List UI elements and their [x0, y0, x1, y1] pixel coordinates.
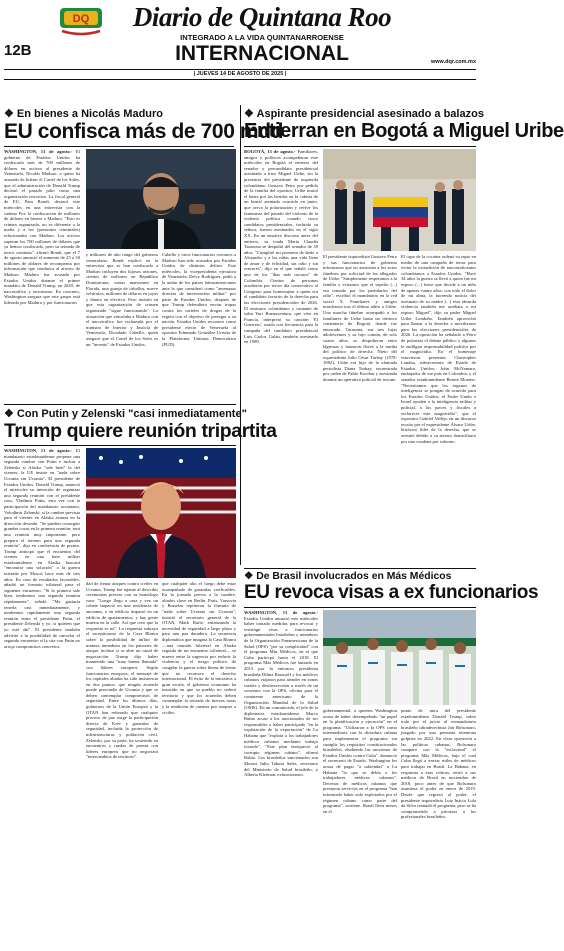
article-body-col1: WASHINGTON, 13 de agosto.- Estados Unidos anunció este miércoles haber tomado medidas para revocar y restringir visas a funcionarios gubernamentales brasileños y miembros de la Organización Panamericana de la Salud (OPS) "por su complicidad" con el programa Más Médicos, en el que Cuba participó hasta el 2018. El programa Más Médicos fue lanzado en 2013 por la entonces presidenta brasileña Dilma Rousseff y los médicos cubanos viajaron para atender en zonas rurales y desfavorecidas a través de un convenio con la OPS, oficina para el continente americano de la Organización Mundial de la Salud (OMS). En un comunicado, el jefe de la diplomacia estadounidense Marco Rubio acusó a los sancionados de ser responsables o haber participado "en la explotación de la exportación" de La Habana que "explota a los trabajadores médicos cubanos mediante trabajo forzado". "Este plan enriqueció al corrupto régimen cubano", afirmó Rubio. Los brasileños sancionados son Mozart Julio Tabosa Sales, secretario del Ministerio de Salud brasileño, y Alberto Kleiman, exfuncionario. [244, 610, 318, 778]
headline-underline [4, 146, 234, 147]
section-divider [4, 404, 236, 405]
article-body-col3: El capo de la cocaína ordenó su rapto en medio de una campaña de terror para evitar la extradición de narcotraficantes colombianos a Estados Unidos. "Hace 34 años la guerra se llevó a quien fue mi esposo (...) fuese que decide a un niño de apenas cuatro años, con todo el dolor de mi alma, la horrenda noticia del asesinato de su madre (...) esta absurda violencia también me arrebata a mi esposo Miguel", dijo su padre Miguel Uribe Londoño. También aprovechó para llamar a la derecha a movilizarse para las elecciones presidenciales de 2026. La oposición ha señalado a Petro de polarizar el debate público y algunos le endilgan responsabilidad política por el magnicidio. En el homenaje estuvieron presentes Christopher Landau, subsecretario de Estado de Estados Unidos; John McNamara, embajador de ese país en Colombia; y el senador estadounidense Bernie Moreno. "Necesitamos que los órganos de inteligencia se pongan de acuerdo para los Estados Unidos; el Poder Unido e Israel ayuden a la inteligencia militar y policial, a los jueces y fiscales a esclarecer este magnicidio", que el expositor Gabriel Vallejo en un discurso escrito por el expresidente Álvaro Uribe, histórico líder de la derecha, que se asesinó debido a su arresto domiciliario por una condena por soborno. [401, 254, 477, 444]
website-url[interactable]: www.dqr.com.mx [430, 59, 476, 65]
article-body-col1: WASHINGTON, 13 de agosto.- El mandatario estadounidense propone una segunda cumbre con Putin e incluir a Zelenski si Alaska "sale bien" la del viernes; la UE insiste en "nada sobre Ucrania sin Ucrania". El presidente de Estados Unidos, Donald Trump, anunció el miércoles su intención de organizar una segunda reunión con el presidente ruso, Vladímir Putin, esta vez con la participación del mandatario ucraniano, Volodímir Zelenski, si la cumbre prevista para el viernes en Alaska avanza en la dirección deseada. "Se pueden conseguir grandes cosas en la primera reunión; será una reunión muy importante, pero prepara el terreno para una segunda reunión", dijo en conferencia de prensa. Trump anticipó que el encuentro del viernes en una base militar estadounidense en Alaska buscará "encontrar una solución" a la guerra iniciada por Moscú hace más de tres años. En caso de resultados favorables, añadió un formato trilateral para el siguiente encuentro. "Si la primera sale bien, tendremos una segunda reunión rápidamente", señaló. "Me gustaría tenerla casi inmediatamente, y tendremos rápidamente una segunda reunión entre el presidente Putin, el presidente Zelenski y yo, si quieren que yo esté ahí". El presidente también advirtió a la posibilidad de cancelar el segundo encuentro si la cita con Putin no arroja compromisos concretos. [4, 448, 80, 649]
article-body-col3: Cabello y otros funcionarios cercanos a Maduro han sido acusados por Estados Unidos de distintos delitos. Este miércoles, la vicepresidenta ejecutiva de Venezuela, Delcy Rodríguez, pidió a la unión de los países latinoamericanos ante lo que consideró como "amenazas directas de intervención militar" por parte de Estados Unidos, después de que Trump defendiera enviar tropas contra los carteles de drogas de la región con el objetivo de proteger a su nación. Estados Unidos reconoce como presidente electo de Venezuela al opositor Edmundo González Urrutia de la Plataforma Unitaria Democrática (PUD). [162, 252, 236, 347]
article-headline[interactable]: EU revoca visas a ex funcionarios [244, 582, 539, 603]
article-body-col1: WASHINGTON, 13 de agosto.- El gobierno de Estados Unidos ha confiscado más de 700 millones de dólares en activos al presidente de Venezuela, Nicolás Maduro, a quien ha acusado de liderar el Cartel de los Soles, que el administración de Donald Trump declaró el pasado julio como una organización terrorista. La fiscal general de EU, Pam Bondi, destacó este miércoles en una entrevista con la cadena Fox la confiscación de millones de dólares en bienes a Maduro. "Esto es crimen organizado, no es diferente a la mafia y a los (presuntos criminales) relacionados con Maduro. Los activos superan los 700 millones de dólares que ya hemos confiscado, pero su reinado de terror continúa", afirmó Bondi, que el 7 de agosto anunció el aumento de 25 a 50 millones de dólares de recompensa por información que conduzca al arresto de Maduro. Maduro fue acusado por Estados Unidos durante el primer mandato de Donald Trump, en 2020, de narcotráfico y terrorismo. En concreto, Washington asegura que este grupo está liderado por Maduro y por funcionarios [4, 149, 80, 306]
maduro-photo-icon [86, 149, 236, 249]
article-kicker: ❖ Aspirante presidencial asesinado a balazos [244, 108, 484, 120]
issue-date: | JUEVES 14 DE AGOSTO DE 2025 | [193, 71, 287, 77]
funeral-photo-icon [323, 149, 476, 251]
trump-photo-icon [86, 448, 236, 578]
dq-logo-icon [56, 4, 106, 38]
article-body-col2: dad de frenar ataques contra civiles en Ucrania, Trump fue tajante al describir ceremonias previas con su homólogo ruso: "Luego llego a casa y veo un cohete impactó en una residencia de ancianos, o en edificio impactó en un edificio de apartamentos, y hay gente muerta en la calle. Así que creo que la respuesta es no". La respuesta subraya el escepticismo de la Casa Blanca sobre la posibilidad de influir de manera inmediata en los patrones de ataque, incluso si se abre un canal de negociación. Trump dijo haber mantenido una "muy buena llamada" con líderes europeos. Según funcionarios europeos, el mensaje de los capitales aliadas ha sido insistencia en dos puntos: que ningún acuerdo puede prescindir de Ucrania y que se deben contemplar compromisos de seguridad. Entre los últimos días, gobiernos de la Unión Europea y la OTAN han reiterado que cualquier proceso de paz exige la participación directa de Kiev y garantías de seguridad, incluida la protección de infraestructuras y población civil. Zelenski, por su parte, ha sostenido en encuentros y ruedas de prensa con líderes europeos que no negociará "intercambios de territorio". [86, 581, 158, 760]
photo-funeral [323, 149, 476, 251]
dateline: BOGOTÁ, 13 de agosto.- [244, 149, 296, 154]
article-body-col2: y militares de alto rango del gobierno venezolano. Bondi explicó en la entrevista que se han confiscado a Maduro incluyen dos lujosos aviones, cientos de millones en República Dominicana, varias mansiones en Florida, una granja de caballos, nueve vehículos, millones de dólares en joyas y dinero en efectivo. Pero insistió en que esta organización de crimen organizado "sigue funcionando". La acusación que vinculaba a Maduro con el narcotráfico fue rechazada por el ministro de Interior y Justicia de Venezuela, Diosdado Cabello, quien aseguró que el Cartel de los Soles es un "invento" de Estados Unidos. [86, 252, 158, 347]
photo-medics [323, 610, 476, 705]
column-divider [240, 105, 241, 565]
masthead-divider [4, 69, 476, 70]
article-kicker: ❖ En bienes a Nicolás Maduro [4, 108, 164, 120]
dateline: WASHINGTON, 13 de agosto.- [4, 448, 73, 453]
page-number: 12B [4, 42, 32, 59]
headline-underline [4, 445, 236, 446]
photo-maduro [86, 149, 236, 249]
article-body-col3: que cualquier alto el fuego debe estar acompañado de garantías verificables. En la jornada previa a la cumbre, aliados clave en Berlín, París, Varsovia y Bruselas repitieron la fórmula de "nada sobre Ucrania sin Ucrania", insistió el secretario general de la OTAN, Mark Rutte, enfatizando la necesidad de seguridad a largo plazo y para una paz duradera. La secuencia diplomática que imagina la Casa Blanca —una reunión bilateral en Alaska seguida de un encuentro trilateral— se mueve entre la urgencia por reducir la violencia y el riesgo político de congelar la guerra sobre líneas de frente que no reconoce el derecho internacional. El éxito de la iniciativa a gran escala, el gobierno ucraniano ha insistido en que su pueblo no cederá territorio y que los acuerdos deben contemplar la retirada de fuerzas rusas y la rendición de cuentas por ataques a civiles. [162, 581, 236, 715]
article-headline[interactable]: Trump quiere reunión tripartita [4, 420, 277, 442]
article-body-col1: BOGOTÁ, 13 de agosto.- Familiares, amigos y políticos acompañaron este miércoles en Bogotá el entierro del senador y precandidato presidencial asesinado a tiros Miguel Uribe, sin la presencia del presidente de izquierda colombiano Gustavo Petro por pedido de la familia del opositor. Uribe murió el lunes por las heridas en la cabeza de un brutal atentado ocurrido en junio, que aviva la polarización y revive los fantasmas del pasado del violento de la violenta política cuando cinco candidatos presidenciales, incluido su señora, fueron asesinados en el siglo XX. En un emotivo discurso antes del entierro, su viuda María Claudia Tarazona se despidió del senador de 39 años. "Cumpliré mi promesa de darle a Alejandro y a las niñas una vida llena de amor y de felicidad, sin odio y sin rencores", dijo en el que señaló como uno de los "días más oscuros" de Colombia. Cientos de personas acudieron por tercer día consecutivo al Congreso para homenajear a quien era el candidato favorito de la derecha para las elecciones presidenciales de 2026. El emisario colombiano y cantante de salsa Yuri Buenaventura, que vive en Francia, interpretó su canción 'El Guerrero', usada con frecuencia para la campaña del candidato presidencial Luis Carlos Galán, también asesinado en 1989. [244, 149, 318, 345]
headline-underline [244, 146, 476, 147]
headline-underline [244, 607, 476, 608]
tagline: INTEGRADO A LA VIDA QUINTANARROENSE [180, 33, 344, 42]
article-headline[interactable]: EU confisca más de 700 mdd [4, 120, 284, 143]
photo-trump [86, 448, 236, 578]
article-kicker: ❖ Con Putin y Zelenski "casi inmediatamente" [4, 408, 247, 420]
article-kicker: ❖ De Brasil involucrados en Más Médicos [244, 571, 452, 582]
dateline: WASHINGTON, 13 de agosto.- [4, 149, 73, 154]
article-headline[interactable]: Entierran en Bogotá a Miguel Uribe [244, 120, 564, 142]
article-body-col2: gubernamental, a quienes Washington acusa de haber desempeñado "un papel en la planificación y ejecución" en el programa. "Utilizaron a la OPS como intermediaria con la dictadura cubana para implementar el programa sin cumplir los requisitos constitucionales brasileños, eludiendo las sanciones de Estados Unidos contra Cuba", denunció el secretario de Estado. Washington les acusa de pagar "a sabiendas" a La Habana "lo que se debía a los trabajadores médicos cubanos". Decenas de médicos cubanos que prestaron servicios en el programa "han informado haber sido explotados por el régimen cubano como parte del programa", sostiene. Brasil lleva meses en el [323, 708, 397, 814]
medics-photo-icon [323, 610, 476, 705]
dateline: WASHINGTON, 13 de agosto.- [244, 610, 318, 615]
date-divider [4, 79, 476, 80]
section-title: INTERNACIONAL [175, 42, 349, 65]
article-body-col3: punto de mira del presidente estadounidense Donald Trump, sobre todo por el juicio al exmandatario brasileño ultraderechista Jair Bolsonaro, juzgado por una presunta intentona golpista en 2022. En clara oposición a las políticas cubanas, Bolsonaro comparó con la "esclavitud" el programa Más Médicos, bajo el cual Cuba llegó a enviar miles de médicos para trabajar en Brasil. La Habana, en respuesta a esas críticas, retiró a sus médicos de Brasil en noviembre de 2018, poco antes de que Bolsonaro asumiera el poder en enero de 2019. Desde que regresó al poder, el presidente izquierdista Luiz Inácio Lula da Silva reanudó el programa, pero se ha comprometido a priorizar a los profesionales brasileños. [401, 708, 477, 820]
section-divider [244, 568, 476, 569]
logo-text: DQ [72, 13, 90, 25]
newspaper-logo [56, 4, 106, 38]
article-body-col2: El presidente izquierdista Gustavo Petro y sus funcionarios de gobierno informaron que no asistirían a los actos fúnebres por solicitud de los allegados de Uribe. "Simplemente respetamos a la familia y evitamos que el sepelio (...) sea tomado por los partidarios del odio", escribió el mandatario en la red social X. Familiares y amigos marcharon tras el último adiós a Uribe. Una marcha fúnebre acompañó a los familiares de Uribe hasta un céntrico cementerio de Bogotá, donde fue enterrado. Tarazona, sus tres hijas adolescentes y su hijo común, de solo cuatro años, se despidieron entre lágrimas y lanzaron flores a la tumba del político de derecha. Nieto del expresidente Julio César Turbay (1978-1982), Uribe era hijo de la afamada periodista Diana Turbay, secuestrada por orden de Pablo Escobar y asesinada durante un operativo policial de rescate. [323, 254, 397, 383]
newspaper-title: Diario de Quintana Roo [132, 2, 392, 32]
